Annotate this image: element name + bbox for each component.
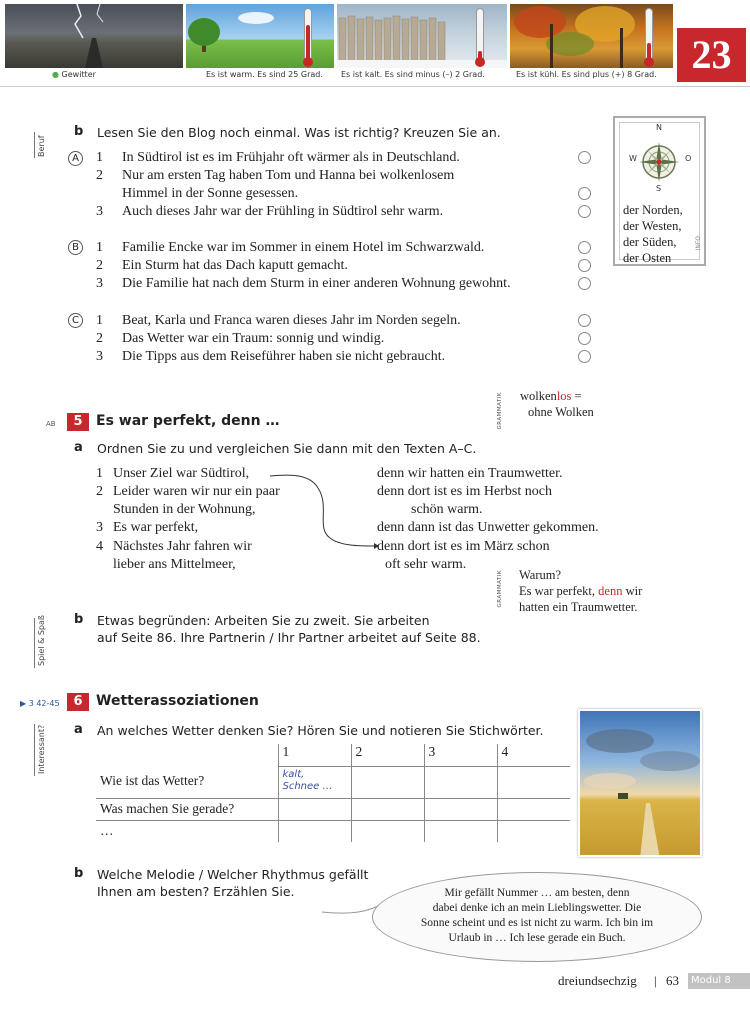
table-row-label: Wie ist das Wetter? [96, 766, 278, 798]
sentence-end: oft sehr warm. [385, 557, 467, 572]
table-cell-answer[interactable] [424, 766, 497, 798]
side-bar-beruf [34, 132, 35, 158]
thermometer-warm-icon [304, 8, 312, 64]
storm-photo [5, 4, 183, 68]
side-bar-interessant [34, 724, 35, 776]
table-header-cell: 1 [278, 744, 351, 766]
grammar-example-3: hatten ein Traumwetter. [519, 600, 638, 614]
bubble-line: Sonne scheint und es ist nicht zu warm. Ich bin im [420, 917, 654, 929]
audio-track[interactable]: ▶ 3 42-45 [20, 699, 60, 708]
answer-checkbox[interactable] [578, 241, 591, 254]
table-row-label: Was machen Sie gerade? [96, 798, 278, 820]
section-number-6: 6 [67, 693, 89, 711]
item-number: 3 [96, 276, 103, 291]
table-header-cell [96, 744, 278, 766]
item-number: 2 [96, 258, 103, 273]
item-number: 2 [96, 484, 103, 499]
table-cell-answer[interactable] [424, 798, 497, 820]
bubble-line: Urlaub in … Ich lese gerade ein Buch. [448, 932, 626, 944]
table-header-cell: 2 [351, 744, 424, 766]
item-number: 1 [96, 466, 103, 481]
item-number: 3 [96, 349, 103, 364]
sentence-start: Nächstes Jahr fahren wir [113, 539, 252, 554]
statement: Auch dieses Jahr war der Frühling in Südtirol sehr warm. [122, 204, 444, 219]
sentence-end: denn dort ist es im März schon [377, 539, 550, 554]
page-word: dreiundsechzig [558, 973, 637, 988]
table-cell-answer[interactable] [351, 766, 424, 798]
statement: In Südtirol ist es im Frühjahr oft wärmer als in Deutschland. [122, 150, 460, 165]
grammar-example-1: Warum? [519, 568, 562, 582]
answer-checkbox[interactable] [578, 332, 591, 345]
item-number: 1 [96, 240, 103, 255]
side-label-spiel: Spiel & Spaß [37, 615, 46, 666]
info-box [613, 116, 706, 266]
speech-bubble-tail [322, 898, 382, 928]
statement: Das Wetter war ein Traum: sonnig und windig. [122, 331, 385, 346]
statement: Die Familie hat nach dem Sturm in einer anderen Wohnung gewohnt. [122, 276, 511, 291]
task-instruction: Lesen Sie den Blog noch einmal. Was ist richtig? Kreuzen Sie an. [97, 125, 501, 140]
item-number: 2 [96, 331, 103, 346]
direction-south: der Süden, [623, 235, 677, 249]
task-instruction-6a: An welches Wetter denken Sie? Hören Sie und notieren Sie Stichwörter. [97, 723, 544, 738]
sentence-start: Unser Ziel war Südtirol, [113, 466, 250, 481]
task-instruction-5b-2: auf Seite 86. Ihre Partnerin / Ihr Partner arbeitet auf Seite 88. [97, 630, 481, 645]
section-number-5: 5 [67, 413, 89, 431]
task-letter-b-5: b [74, 612, 84, 627]
table-cell-answer[interactable]: kalt, Schnee … [278, 766, 351, 798]
answer-checkbox[interactable] [578, 151, 591, 164]
direction-north: der Norden, [623, 203, 683, 217]
caption-cold: Es ist kalt. Es sind minus (–) 2 Grad. [341, 70, 485, 79]
section-title-6: Wetterassoziationen [96, 693, 259, 709]
grammar-word: wolkenlos = [520, 389, 582, 403]
landscape-photo [578, 709, 702, 857]
speech-bubble-text [384, 886, 690, 946]
task-letter-a-6: a [74, 722, 83, 737]
item-number: 3 [96, 520, 103, 535]
task-instruction-5b-1: Etwas begründen: Arbeiten Sie zu zweit. Sie arbeiten [97, 613, 430, 628]
group-label-b: B [68, 240, 83, 255]
ab-marker: AB [46, 420, 56, 428]
sentence-end: denn wir hatten ein Traumwetter. [377, 466, 563, 481]
info-tag: INFO [695, 236, 702, 251]
statement: Himmel in der Sonne gesessen. [122, 186, 299, 201]
task-letter-b: b [74, 124, 84, 139]
direction-east: der Osten [623, 251, 672, 265]
compass-s: S [656, 184, 662, 193]
sentence-start: Leider waren wir nur ein paar [113, 484, 280, 499]
answer-checkbox[interactable] [578, 187, 591, 200]
caption-warm: Es ist warm. Es sind 25 Grad. [206, 70, 323, 79]
item-number: 1 [96, 150, 103, 165]
task-instruction-6b-2: Ihnen am besten? Erzählen Sie. [97, 884, 295, 899]
statement: Beat, Karla und Franca waren dieses Jahr im Norden segeln. [122, 313, 461, 328]
table-cell-answer[interactable] [497, 766, 570, 798]
table-cell-answer[interactable] [351, 798, 424, 820]
table-cell-answer[interactable] [424, 820, 497, 842]
group-label-c: C [68, 313, 83, 328]
compass-n: N [656, 123, 662, 132]
answer-checkbox[interactable] [578, 277, 591, 290]
page-number: 63 [666, 973, 679, 988]
table-cell-answer[interactable] [278, 820, 351, 842]
sentence-start: Stunden in der Wohnung, [113, 502, 256, 517]
table-header-cell: 3 [424, 744, 497, 766]
thermometer-cool-icon [645, 8, 653, 64]
answer-checkbox[interactable] [578, 350, 591, 363]
table-row-label: … [100, 822, 114, 838]
caption-cool: Es ist kühl. Es sind plus (+) 8 Grad. [516, 70, 657, 79]
statement: Nur am ersten Tag haben Tom und Hanna bei wolkenlosem [122, 168, 455, 183]
caption-gewitter: ● Gewitter [52, 70, 96, 79]
answer-checkbox[interactable] [578, 205, 591, 218]
compass-o: O [685, 154, 692, 163]
task-instruction-6b-1: Welche Melodie / Welcher Rhythmus gefällt [97, 867, 369, 882]
answer-checkbox[interactable] [578, 314, 591, 327]
answer-checkbox[interactable] [578, 259, 591, 272]
table-cell-answer[interactable] [278, 798, 351, 820]
section-title-5: Es war perfekt, denn … [96, 413, 280, 429]
matching-line [260, 468, 380, 558]
bubble-line: dabei denke ich an mein Lieblingswetter. Die [432, 902, 642, 914]
compass-w: W [629, 154, 637, 163]
item-number: 3 [96, 204, 103, 219]
table-cell-answer[interactable] [497, 820, 570, 842]
sentence-start: Es war perfekt, [113, 520, 199, 535]
statement: Ein Sturm hat das Dach kaputt gemacht. [122, 258, 348, 273]
side-bar-spiel [34, 618, 35, 668]
task-letter-b-6: b [74, 866, 84, 881]
sentence-end: schön warm. [411, 502, 483, 517]
sentence-start: lieber ans Mittelmeer, [113, 557, 236, 572]
task-instruction-5a: Ordnen Sie zu und vergleichen Sie dann mit den Texten A–C. [97, 441, 477, 456]
grammar-meaning: ohne Wolken [528, 405, 594, 419]
page-separator: | [654, 973, 657, 988]
table-cell-answer[interactable] [351, 820, 424, 842]
bubble-line: Mir gefällt Nummer … am besten, denn [444, 887, 630, 899]
side-label-beruf: Beruf [37, 135, 46, 157]
side-label-interessant: Interessant? [37, 724, 46, 774]
grammar-example-2: Es war perfekt, denn wir [519, 584, 643, 598]
chapter-number: 23 [677, 28, 746, 82]
sentence-end: denn dort ist es im Herbst noch [377, 484, 552, 499]
statement: Familie Encke war im Sommer in einem Hotel im Schwarzwald. [122, 240, 485, 255]
divider [0, 86, 750, 87]
notes-table [96, 744, 570, 842]
item-number: 1 [96, 313, 103, 328]
group-label-a: A [68, 151, 83, 166]
statement: Die Tipps aus dem Reiseführer haben sie nicht gebraucht. [122, 349, 446, 364]
grammar-tag-2: GRAMMATIK [497, 570, 503, 608]
module-tab: Modul 8 [688, 973, 750, 989]
sentence-end: denn dann ist das Unwetter gekommen. [377, 520, 599, 535]
table-cell-answer[interactable] [497, 798, 570, 820]
item-number: 2 [96, 168, 103, 183]
task-letter-a: a [74, 440, 83, 455]
thermometer-cold-icon [476, 8, 484, 64]
item-number: 4 [96, 539, 103, 554]
grammar-tag: GRAMMATIK [497, 392, 503, 430]
direction-west: der Westen, [623, 219, 682, 233]
table-header-cell: 4 [497, 744, 570, 766]
